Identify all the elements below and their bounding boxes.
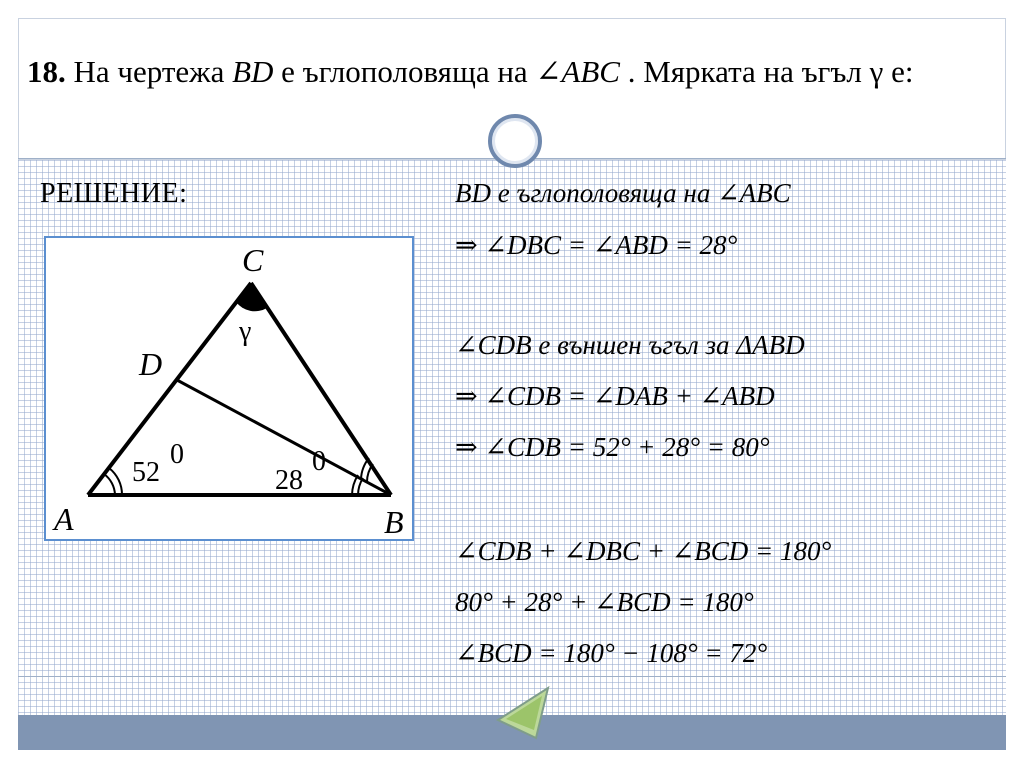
solution-line-8: ∠BCD = 180° − 108° = 72° [455,638,768,668]
footer-rule [18,676,1006,677]
problem-title [27,54,913,90]
angle-b-degree: 0 [312,446,326,477]
problem-number: 18. [27,54,66,89]
angle-a-arc-1 [104,474,115,495]
vertex-label-a: A [54,501,74,537]
angle-b-arc-1 [358,478,363,495]
title-text-2: е ъглополовяща на [273,54,536,89]
solution-line-3: ∠CDB е външен ъгъл за ΔABD [455,330,805,360]
angle-b-value: 28 [275,465,303,496]
triangle-figure [44,236,414,541]
angle-a-value: 52 [132,457,160,488]
title-text-1: На чертежа [73,54,233,89]
title-angle-abc: ∠ABC [535,54,620,89]
triangle-back-arrow-icon[interactable] [496,686,552,740]
angle-a-degree: 0 [170,439,184,470]
triangle-diagram [46,238,412,539]
solution-line-2: ⇒ ∠DBC = ∠ABD = 28° [455,230,738,260]
solution-line-4: ⇒ ∠CDB = ∠DAB + ∠ABD [455,381,775,411]
angle-b-arc-2 [352,475,358,495]
solution-line-1: BD е ъглополовяща на ∠ABC [455,178,791,208]
solution-line-6: ∠CDB + ∠DBC + ∠BCD = 180° [455,536,832,566]
solution-label: РЕШЕНИЕ: [40,178,188,209]
slide [18,18,1006,750]
vertex-label-b: B [384,504,404,539]
solution-line-7: 80° + 28° + ∠BCD = 180° [455,587,754,617]
title-bd: BD [232,54,274,89]
gamma-label: γ [239,316,252,347]
title-text-3: . Мярката на ъгъл γ е: [619,54,914,89]
solution-line-5: ⇒ ∠CDB = 52° + 28° = 80° [455,432,770,462]
vertex-label-c: C [242,242,264,278]
circle-ring-icon [488,114,542,168]
vertex-label-d: D [139,346,163,382]
